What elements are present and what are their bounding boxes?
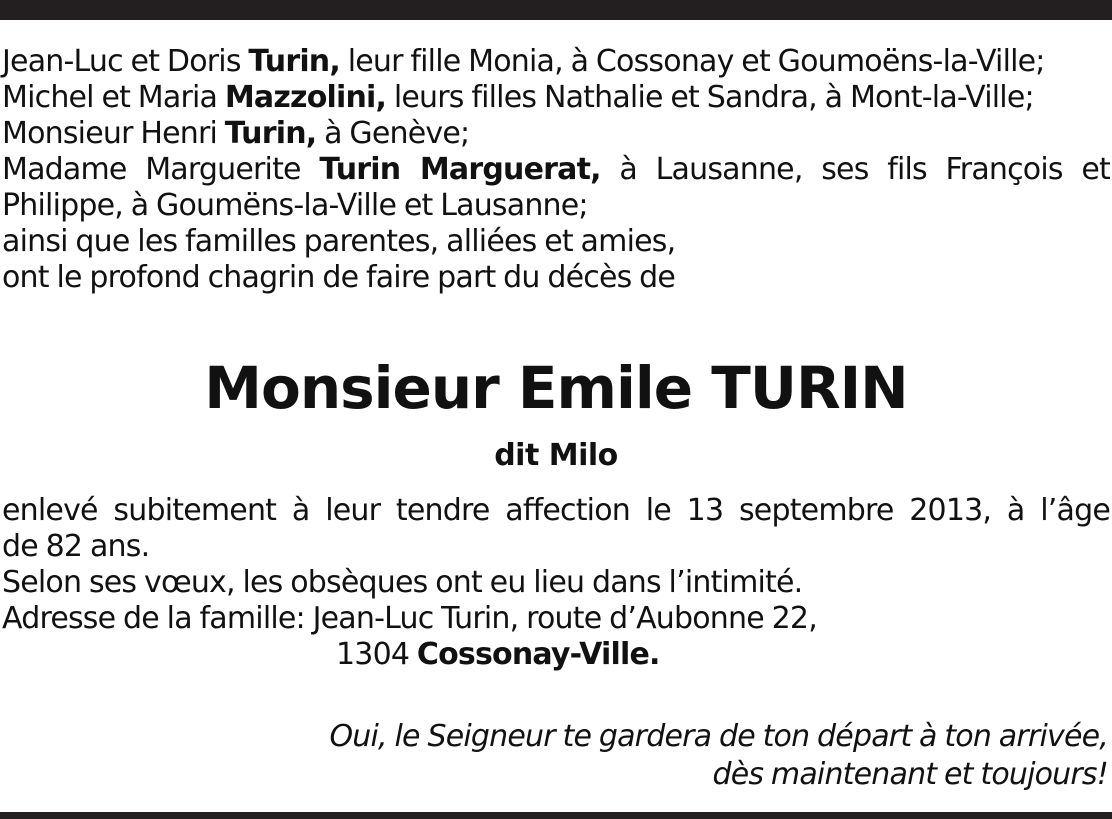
announcement-line-5: Philippe, à Goumëns-la-Ville et Lausanne;: [2, 188, 588, 223]
announcement-line-7: ont le profond chagrin de faire part du décès de: [2, 260, 676, 295]
postal-code: 1304: [336, 637, 417, 672]
family-name: Turin Marguerat,: [319, 152, 601, 187]
text-segment: Monsieur Henri: [2, 116, 225, 151]
death-details: [2, 493, 1110, 673]
family-address-city: [2, 637, 1110, 673]
details-line-2: de 82 ans.: [2, 529, 150, 564]
announcement-line-3: [2, 116, 1110, 152]
text-segment: leurs filles Nathalie et Sandra, à Mont-la-Ville;: [386, 80, 1034, 115]
verse-line-2: dès maintenant et toujours!: [712, 757, 1108, 792]
family-name: Turin,: [224, 116, 317, 151]
text-segment: leur fille Monia, à Cossonay et Goumoëns-la-Ville;: [339, 44, 1045, 79]
announcement-line-6: ainsi que les familles parentes, alliées et amies,: [2, 224, 676, 259]
verse-line-1: Oui, le Seigneur te gardera de ton départ à ton arrivée,: [329, 719, 1108, 754]
city-name: Cossonay-Ville.: [416, 637, 660, 672]
family-name: Turin,: [248, 44, 340, 79]
bible-verse: [8, 718, 1108, 794]
text-segment: Michel et Maria: [2, 80, 225, 115]
deceased-nickname: dit Milo: [494, 438, 618, 473]
details-line-1: enlevé subitement à leur tendre affection le 13 septembre 2013, à l’âge: [2, 493, 1110, 528]
family-name: Mazzolini,: [224, 80, 387, 115]
text-segment: à Genève;: [316, 116, 470, 151]
top-rule: [0, 0, 1112, 20]
announcement-line-4: [2, 152, 1110, 188]
text-segment: Madame Marguerite: [2, 152, 320, 187]
text-segment: à Lausanne, ses fils François et: [600, 152, 1110, 187]
bottom-rule: [0, 812, 1112, 819]
details-line-3: Selon ses vœux, les obsèques ont eu lieu dans l’intimité.: [2, 565, 803, 600]
announcement-line-2: [2, 80, 1110, 116]
announcement-line-1: [2, 44, 1110, 80]
deceased-name: Monsieur Emile TURIN: [204, 354, 908, 422]
text-segment: Jean-Luc et Doris: [2, 44, 249, 79]
family-announcement: [2, 44, 1110, 296]
family-address-line: Adresse de la famille: Jean-Luc Turin, route d’Aubonne 22,: [2, 601, 817, 636]
